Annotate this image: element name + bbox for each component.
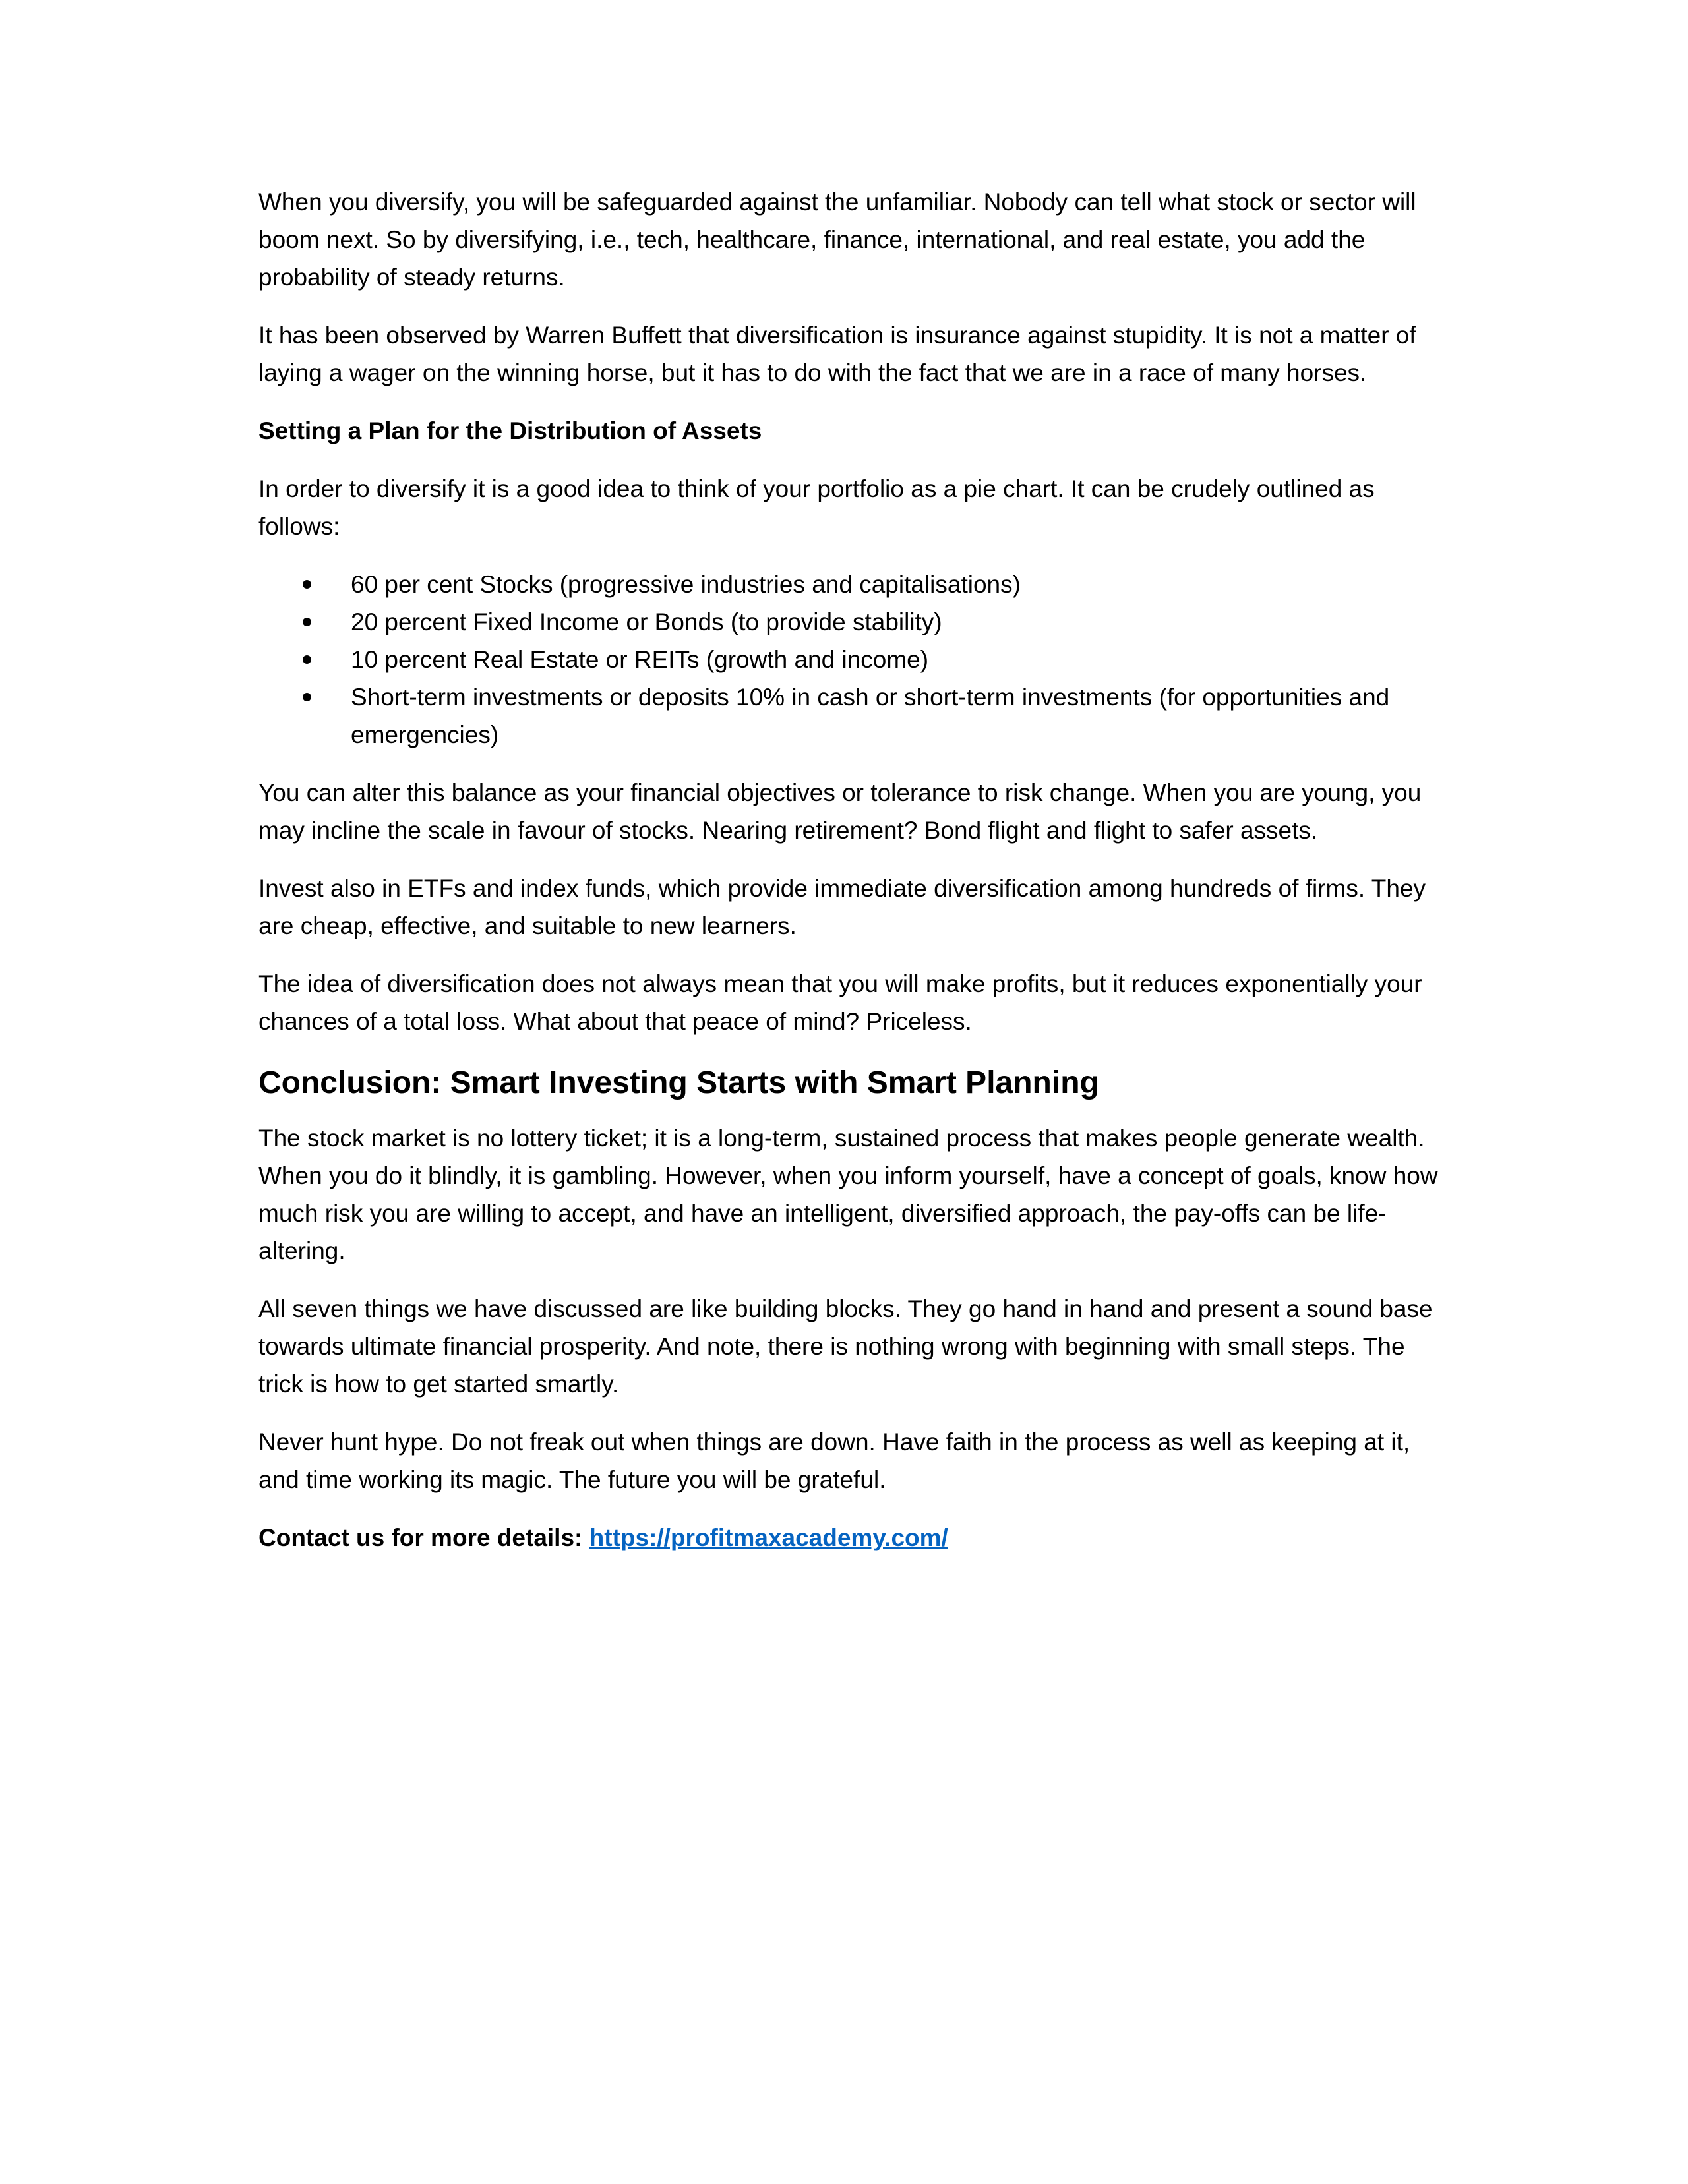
body-paragraph: You can alter this balance as your financial objectives or tolerance to risk change. When you are young, you may incline the scale in favour of stocks. Nearing retirement? Bond flight and flight to safer assets. [258,779,1422,844]
body-paragraph: When you diversify, you will be safeguarded against the unfamiliar. Nobody can tell what stock or sector will boom next. So by diversifying, i.e., tech, healthcare, finance, international, and real estate, you add the probability of steady returns. [258,189,1416,291]
body-paragraph: The idea of diversification does not always mean that you will make profits, but it reduces exponentially your chances of a total loss. What about that peace of mind? Priceless. [258,970,1422,1035]
contact-label: Contact us for more details: [258,1524,583,1551]
contact-link[interactable]: https://profitmaxacademy.com/ [589,1524,948,1551]
list-item-text: 10 percent Real Estate or REITs (growth and income) [351,646,929,673]
list-item [351,678,1439,753]
bullet-icon [303,655,311,664]
body-paragraph: Invest also in ETFs and index funds, which provide immediate diversification among hundreds of firms. They are cheap, effective, and suitable to new learners. [258,875,1426,939]
body-paragraph: It has been observed by Warren Buffett that diversification is insurance against stupidity. It is not a matter of laying a wager on the winning horse, but it has to do with the fact that we are in a race of many horses. [258,322,1416,386]
list-item-text: 60 per cent Stocks (progressive industries and capitalisations) [351,571,1021,598]
list-item [351,566,1439,603]
allocation-list [258,566,1439,753]
list-item [351,603,1439,641]
bullet-icon [303,693,311,701]
section-subheading: Setting a Plan for the Distribution of Assets [258,417,762,444]
list-item-text: 20 percent Fixed Income or Bonds (to provide stability) [351,608,942,635]
body-paragraph: The stock market is no lottery ticket; it is a long-term, sustained process that makes people generate wealth. When you do it blindly, it is gambling. However, when you inform yourself, have a concept of goals, know how much risk you are willing to accept, and have an intelligent, diversified approach, the pay-offs can be life-altering. [258,1125,1438,1264]
contact-line [258,1519,1439,1556]
body-paragraph: Never hunt hype. Do not freak out when things are down. Have faith in the process as well as keeping at it, and time working its magic. The future you will be grateful. [258,1429,1410,1493]
list-item-text: Short-term investments or deposits 10% in cash or short-term investments (for opportunities and emergencies) [351,684,1390,748]
body-paragraph: In order to diversify it is a good idea to think of your portfolio as a pie chart. It can be crudely outlined as follows: [258,475,1375,540]
list-item [351,641,1439,678]
body-paragraph: All seven things we have discussed are like building blocks. They go hand in hand and present a sound base towards ultimate financial prosperity. And note, there is nothing wrong with beginning with small steps. The trick is how to get started smartly. [258,1295,1433,1398]
bullet-icon [303,580,311,589]
document-page [258,183,1439,1556]
bullet-icon [303,618,311,626]
conclusion-heading: Conclusion: Smart Investing Starts with Smart Planning [258,1065,1099,1100]
